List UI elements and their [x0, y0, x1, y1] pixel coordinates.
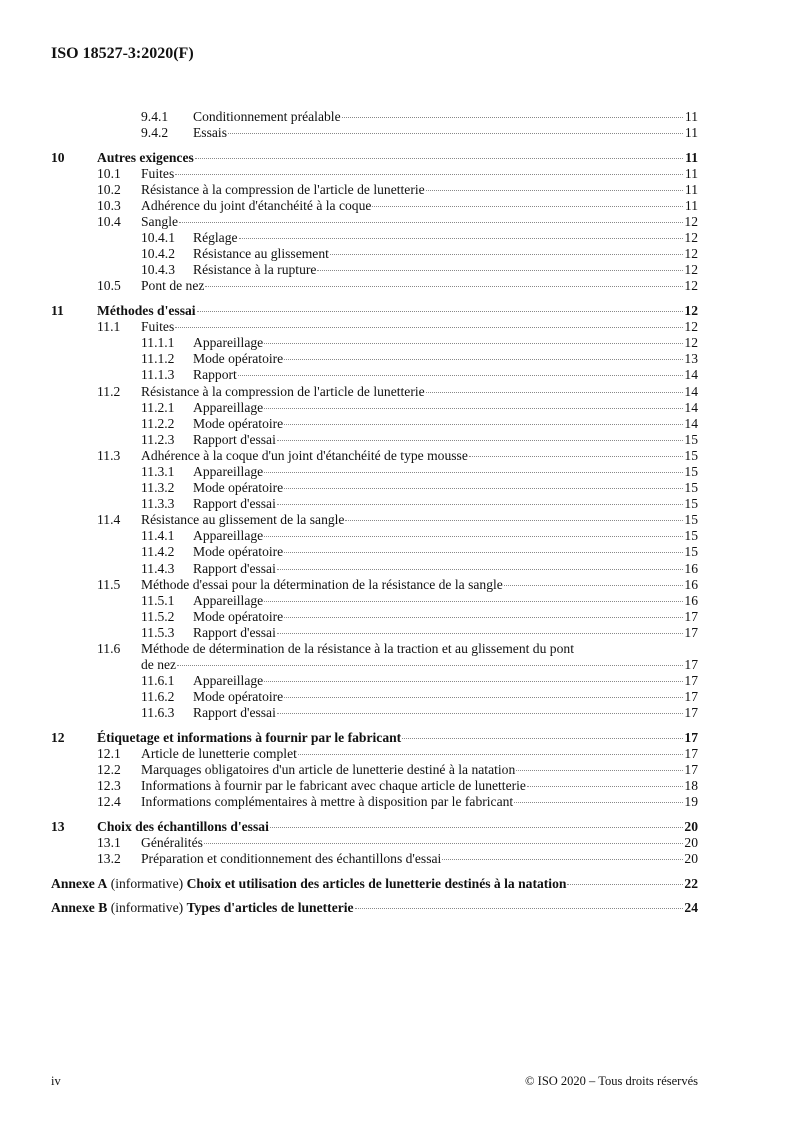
- toc-entry-number: 10.5: [97, 278, 121, 294]
- toc-entry-number: 12.3: [97, 778, 121, 794]
- dot-leader: [239, 238, 683, 239]
- toc-entry[interactable]: [51, 746, 698, 762]
- toc-entry-title: de nez: [141, 657, 177, 673]
- toc-entry-title: Sangle: [141, 214, 178, 230]
- toc-entry[interactable]: [51, 182, 698, 198]
- dot-leader: [514, 802, 683, 803]
- toc-entry[interactable]: [51, 705, 698, 721]
- toc-entry-page: 16: [684, 560, 698, 576]
- toc-entry-page: 15: [684, 496, 698, 512]
- toc-entry-number: 11.6: [97, 641, 121, 656]
- toc-entry-title: Adhérence du joint d'étanchéité à la coque: [141, 197, 372, 213]
- dot-leader: [298, 754, 683, 755]
- dot-leader: [205, 286, 683, 287]
- toc-entry-title: Méthode d'essai pour la détermination de la résistance de la sangle: [141, 576, 503, 592]
- dot-leader: [284, 424, 683, 425]
- toc-entry-page: 17: [684, 624, 698, 640]
- toc-entry-page: 17: [684, 762, 698, 778]
- toc-entry-title: Mode opératoire: [193, 415, 284, 431]
- toc-entry-title: Rapport d'essai: [193, 431, 276, 447]
- toc-entry-number: 11.3.1: [141, 463, 175, 479]
- dot-leader: [342, 117, 683, 118]
- toc-entry[interactable]: [51, 432, 698, 448]
- annex-title: Types d'articles de lunetterie: [186, 900, 354, 916]
- toc-entry-page: 17: [684, 746, 698, 762]
- toc-entry-number: 11.2.1: [141, 399, 175, 415]
- dot-leader: [277, 440, 683, 441]
- dot-leader: [317, 270, 683, 271]
- toc-entry-title: Étiquetage et informations à fournir par le fabricant: [97, 729, 402, 745]
- table-of-contents: [51, 109, 698, 916]
- toc-entry-page: 17: [684, 689, 698, 705]
- toc-entry-page: 18: [684, 778, 698, 794]
- dot-leader: [277, 569, 683, 570]
- copyright-notice: © ISO 2020 – Tous droits réservés: [525, 1074, 698, 1088]
- toc-entry-page: 15: [684, 512, 698, 528]
- toc-entry-number: 11.5.1: [141, 592, 175, 608]
- toc-entry-page: 12: [684, 262, 698, 278]
- dot-leader: [426, 392, 683, 393]
- toc-entry-title: Adhérence à la coque d'un joint d'étanchéité de type mousse: [141, 447, 468, 463]
- toc-entry-title: Article de lunetterie complet: [141, 746, 297, 762]
- toc-entry-page: 17: [684, 729, 698, 745]
- toc-entry-number: 10.4: [97, 214, 121, 230]
- toc-entry-number: 11.5.3: [141, 624, 175, 640]
- toc-entry[interactable]: [51, 819, 698, 835]
- dot-leader: [277, 504, 683, 505]
- dot-leader: [284, 359, 683, 360]
- toc-entry-page: 20: [684, 851, 698, 867]
- toc-entry[interactable]: [51, 689, 698, 705]
- dot-leader: [284, 697, 683, 698]
- toc-entry-title: Mode opératoire: [193, 689, 284, 705]
- toc-entry-page: 11: [685, 149, 698, 165]
- dot-leader: [195, 158, 683, 159]
- toc-entry[interactable]: [51, 303, 698, 319]
- toc-entry-title: Appareillage: [193, 673, 264, 689]
- toc-entry[interactable]: [51, 609, 698, 625]
- toc-entry[interactable]: [51, 166, 698, 182]
- toc-entry[interactable]: [51, 150, 698, 166]
- toc-entry-title: Essais: [193, 125, 227, 141]
- toc-entry[interactable]: [51, 794, 698, 810]
- toc-entry-title: Résistance au glissement: [193, 246, 329, 262]
- toc-entry-title: Résistance à la rupture: [193, 262, 317, 278]
- toc-entry-title: Fuites: [141, 319, 175, 335]
- toc-entry-page: 11: [684, 181, 698, 197]
- toc-entry-number: 11.1: [97, 319, 121, 335]
- toc-entry-number: 11.1.2: [141, 351, 175, 367]
- toc-entry[interactable]: [51, 657, 698, 673]
- toc-entry[interactable]: [51, 496, 698, 512]
- toc-entry-page: 22: [684, 875, 698, 891]
- dot-leader: [516, 770, 683, 771]
- toc-entry-number: 11: [51, 303, 64, 319]
- toc-entry-page: 16: [684, 576, 698, 592]
- toc-entry-title: Appareillage: [193, 335, 264, 351]
- toc-entry-number: 13.1: [97, 835, 121, 851]
- toc-entry-page: 14: [684, 367, 698, 383]
- toc-entry-title: Informations à fournir par le fabricant avec chaque article de lunetterie: [141, 778, 526, 794]
- toc-entry-page: 17: [684, 657, 698, 673]
- annex-title: Choix et utilisation des articles de lunetterie destinés à la natation: [186, 875, 567, 891]
- toc-entry-title: Rapport d'essai: [193, 496, 276, 512]
- toc-entry[interactable]: [51, 198, 698, 214]
- toc-entry[interactable]: [51, 561, 698, 577]
- toc-entry-title: Préparation et conditionnement des échantillons d'essai: [141, 851, 442, 867]
- toc-entry-page: 15: [684, 544, 698, 560]
- dot-leader: [264, 681, 683, 682]
- toc-entry-page: 17: [684, 608, 698, 624]
- toc-entry-page: 11: [684, 125, 698, 141]
- toc-entry-title: Mode opératoire: [193, 351, 284, 367]
- toc-entry-title: Fuites: [141, 165, 175, 181]
- toc-entry-title: Appareillage: [193, 399, 264, 415]
- toc-entry-page: 12: [684, 335, 698, 351]
- toc-entry-number: 11.4: [97, 512, 121, 528]
- toc-entry-number: 10.4.1: [141, 230, 175, 246]
- toc-entry-number: 13.2: [97, 851, 121, 867]
- toc-entry-page: 11: [684, 165, 698, 181]
- toc-entry-number: 10.3: [97, 197, 121, 213]
- dot-leader: [426, 190, 683, 191]
- toc-entry-page: 15: [684, 480, 698, 496]
- dot-leader: [284, 488, 683, 489]
- toc-entry-number: 12.2: [97, 762, 121, 778]
- annex-title-group: [51, 900, 354, 916]
- toc-entry-number: 11.4.2: [141, 544, 175, 560]
- toc-entry-number: 10.2: [97, 181, 121, 197]
- toc-entry-number: 11.2.2: [141, 415, 175, 431]
- toc-entry-number: 11.3: [97, 447, 121, 463]
- toc-entry-number: 11.1.1: [141, 335, 175, 351]
- toc-entry[interactable]: [51, 367, 698, 383]
- toc-entry-title: Appareillage: [193, 592, 264, 608]
- toc-entry-number: 11.2: [97, 383, 121, 399]
- toc-entry[interactable]: [51, 641, 698, 657]
- toc-entry[interactable]: [51, 448, 698, 464]
- toc-entry[interactable]: [51, 762, 698, 778]
- toc-entry-title: Informations complémentaires à mettre à disposition par le fabricant: [141, 794, 514, 810]
- toc-entry-page: 12: [684, 303, 698, 319]
- toc-entry-number: 11.6.3: [141, 705, 175, 721]
- toc-entry[interactable]: [51, 778, 698, 794]
- annex-label: Annexe A: [51, 875, 108, 891]
- toc-entry-number: 10.4.3: [141, 262, 175, 278]
- toc-entry[interactable]: [51, 262, 698, 278]
- toc-entry-page: 17: [684, 673, 698, 689]
- dot-leader: [284, 617, 683, 618]
- dot-leader: [372, 206, 683, 207]
- toc-entry-page: 17: [684, 705, 698, 721]
- dot-leader: [228, 133, 683, 134]
- dot-leader: [177, 665, 683, 666]
- toc-entry[interactable]: [51, 400, 698, 416]
- toc-entry[interactable]: [51, 319, 698, 335]
- toc-entry-title: Rapport d'essai: [193, 624, 276, 640]
- toc-entry-number: 9.4.2: [141, 125, 169, 141]
- toc-entry[interactable]: [51, 593, 698, 609]
- toc-entry[interactable]: [51, 512, 698, 528]
- toc-entry-title: Choix des échantillons d'essai: [97, 818, 269, 834]
- dot-leader: [567, 884, 683, 885]
- toc-entry-page: 20: [684, 818, 698, 834]
- dot-leader: [504, 585, 683, 586]
- toc-entry-page: 14: [684, 383, 698, 399]
- toc-entry-page: 11: [684, 109, 698, 124]
- toc-entry-title: Appareillage: [193, 528, 264, 544]
- page-footer: [51, 1074, 698, 1089]
- dot-leader: [197, 311, 683, 312]
- toc-entry-title: Rapport: [193, 367, 237, 383]
- dot-leader: [264, 601, 683, 602]
- toc-entry[interactable]: [51, 335, 698, 351]
- dot-leader: [330, 254, 683, 255]
- toc-entry-title: Résistance au glissement de la sangle: [141, 512, 345, 528]
- toc-entry-title: Méthode de détermination de la résistance à la traction et au glissement du pont: [141, 641, 574, 656]
- toc-entry-page: 12: [684, 319, 698, 335]
- toc-entry[interactable]: [51, 480, 698, 496]
- toc-entry[interactable]: [51, 109, 698, 125]
- dot-leader: [264, 343, 683, 344]
- dot-leader: [284, 552, 683, 553]
- toc-entry-page: 12: [684, 278, 698, 294]
- toc-entry-number: 11.3.2: [141, 480, 175, 496]
- toc-entry-title: Mode opératoire: [193, 544, 284, 560]
- toc-entry[interactable]: [51, 673, 698, 689]
- dot-leader: [264, 536, 683, 537]
- toc-entry-page: 15: [684, 447, 698, 463]
- toc-entry-page: 16: [684, 592, 698, 608]
- dot-leader: [355, 908, 683, 909]
- toc-entry[interactable]: [51, 230, 698, 246]
- dot-leader: [264, 408, 683, 409]
- dot-leader: [204, 843, 683, 844]
- toc-entry-page: 15: [684, 463, 698, 479]
- toc-entry-number: 11.1.3: [141, 367, 175, 383]
- toc-entry-title: Méthodes d'essai: [97, 303, 196, 319]
- dot-leader: [277, 713, 683, 714]
- dot-leader: [179, 222, 683, 223]
- page-number: iv: [51, 1074, 61, 1088]
- toc-entry-number: 11.4.1: [141, 528, 175, 544]
- dot-leader: [527, 786, 683, 787]
- toc-entry[interactable]: [51, 577, 698, 593]
- dot-leader: [238, 375, 683, 376]
- dot-leader: [270, 827, 683, 828]
- toc-entry-number: 12.4: [97, 794, 121, 810]
- toc-entry-title: Réglage: [193, 230, 238, 246]
- toc-entry-number: 13: [51, 818, 65, 834]
- toc-entry-title: Résistance à la compression de l'article de lunetterie: [141, 181, 425, 197]
- toc-entry[interactable]: [51, 528, 698, 544]
- toc-entry-number: 11.6.1: [141, 673, 175, 689]
- dot-leader: [175, 174, 683, 175]
- toc-entry-title: Rapport d'essai: [193, 560, 276, 576]
- toc-entry-number: 11.3.3: [141, 496, 175, 512]
- toc-entry[interactable]: [51, 730, 698, 746]
- toc-entry[interactable]: [51, 246, 698, 262]
- toc-entry-number: 10.4.2: [141, 246, 175, 262]
- toc-entry-number: 11.5: [97, 576, 121, 592]
- toc-entry-page: 12: [684, 230, 698, 246]
- toc-entry-number: 11.6.2: [141, 689, 175, 705]
- toc-entry-title: Conditionnement préalable: [193, 109, 341, 124]
- toc-entry-title: Pont de nez: [141, 278, 205, 294]
- toc-entry[interactable]: [51, 351, 698, 367]
- toc-entry[interactable]: [51, 416, 698, 432]
- toc-entry[interactable]: [51, 464, 698, 480]
- toc-entry-number: 10.1: [97, 165, 121, 181]
- toc-entry-number: 11.5.2: [141, 608, 175, 624]
- toc-entry[interactable]: [51, 625, 698, 641]
- toc-entry-page: 15: [684, 431, 698, 447]
- annex-kind: (informative): [110, 900, 184, 916]
- dot-leader: [277, 633, 683, 634]
- toc-entry-title: Autres exigences: [97, 149, 194, 165]
- dot-leader: [402, 738, 683, 739]
- toc-entry-title: Mode opératoire: [193, 480, 284, 496]
- toc-entry-page: 14: [684, 415, 698, 431]
- toc-entry[interactable]: [51, 544, 698, 560]
- toc-entry-page: 20: [684, 835, 698, 851]
- toc-entry-number: 12: [51, 729, 65, 745]
- toc-entry-number: 9.4.1: [141, 109, 169, 124]
- toc-entry-title: Résistance à la compression de l'article de lunetterie: [141, 383, 425, 399]
- toc-entry-page: 14: [684, 399, 698, 415]
- document-id: ISO 18527-3:2020(F): [51, 45, 194, 62]
- dot-leader: [264, 472, 683, 473]
- toc-entry-number: 12.1: [97, 746, 121, 762]
- toc-entry-page: 12: [684, 214, 698, 230]
- toc-entry[interactable]: [51, 214, 698, 230]
- annex-label: Annexe B: [51, 900, 108, 916]
- toc-entry[interactable]: [51, 384, 698, 400]
- toc-entry-title: Marquages obligatoires d'un article de lunetterie destiné à la natation: [141, 762, 516, 778]
- toc-entry[interactable]: [51, 125, 698, 141]
- toc-entry-title: Généralités: [141, 835, 203, 851]
- toc-entry-page: 24: [684, 900, 698, 916]
- dot-leader: [469, 456, 683, 457]
- toc-entry-title: Mode opératoire: [193, 608, 284, 624]
- dot-leader: [442, 859, 683, 860]
- toc-entry-page: 15: [684, 528, 698, 544]
- toc-annex-entry[interactable]: [51, 876, 698, 892]
- toc-entry-page: 11: [684, 197, 698, 213]
- toc-entry-title: Rapport d'essai: [193, 705, 276, 721]
- toc-entry[interactable]: [51, 835, 698, 851]
- annex-title-group: [51, 876, 566, 892]
- dot-leader: [175, 327, 683, 328]
- toc-entry-number: 11.4.3: [141, 560, 175, 576]
- toc-entry[interactable]: [51, 278, 698, 294]
- toc-entry-title: Appareillage: [193, 463, 264, 479]
- toc-entry-page: 13: [684, 351, 698, 367]
- toc-entry-number: 10: [51, 149, 65, 165]
- toc-annex-entry[interactable]: [51, 900, 698, 916]
- toc-entry-page: 12: [684, 246, 698, 262]
- dot-leader: [345, 520, 683, 521]
- annex-kind: (informative): [110, 875, 184, 891]
- toc-entry-number: 11.2.3: [141, 431, 175, 447]
- toc-entry[interactable]: [51, 851, 698, 867]
- toc-entry-page: 19: [684, 794, 698, 810]
